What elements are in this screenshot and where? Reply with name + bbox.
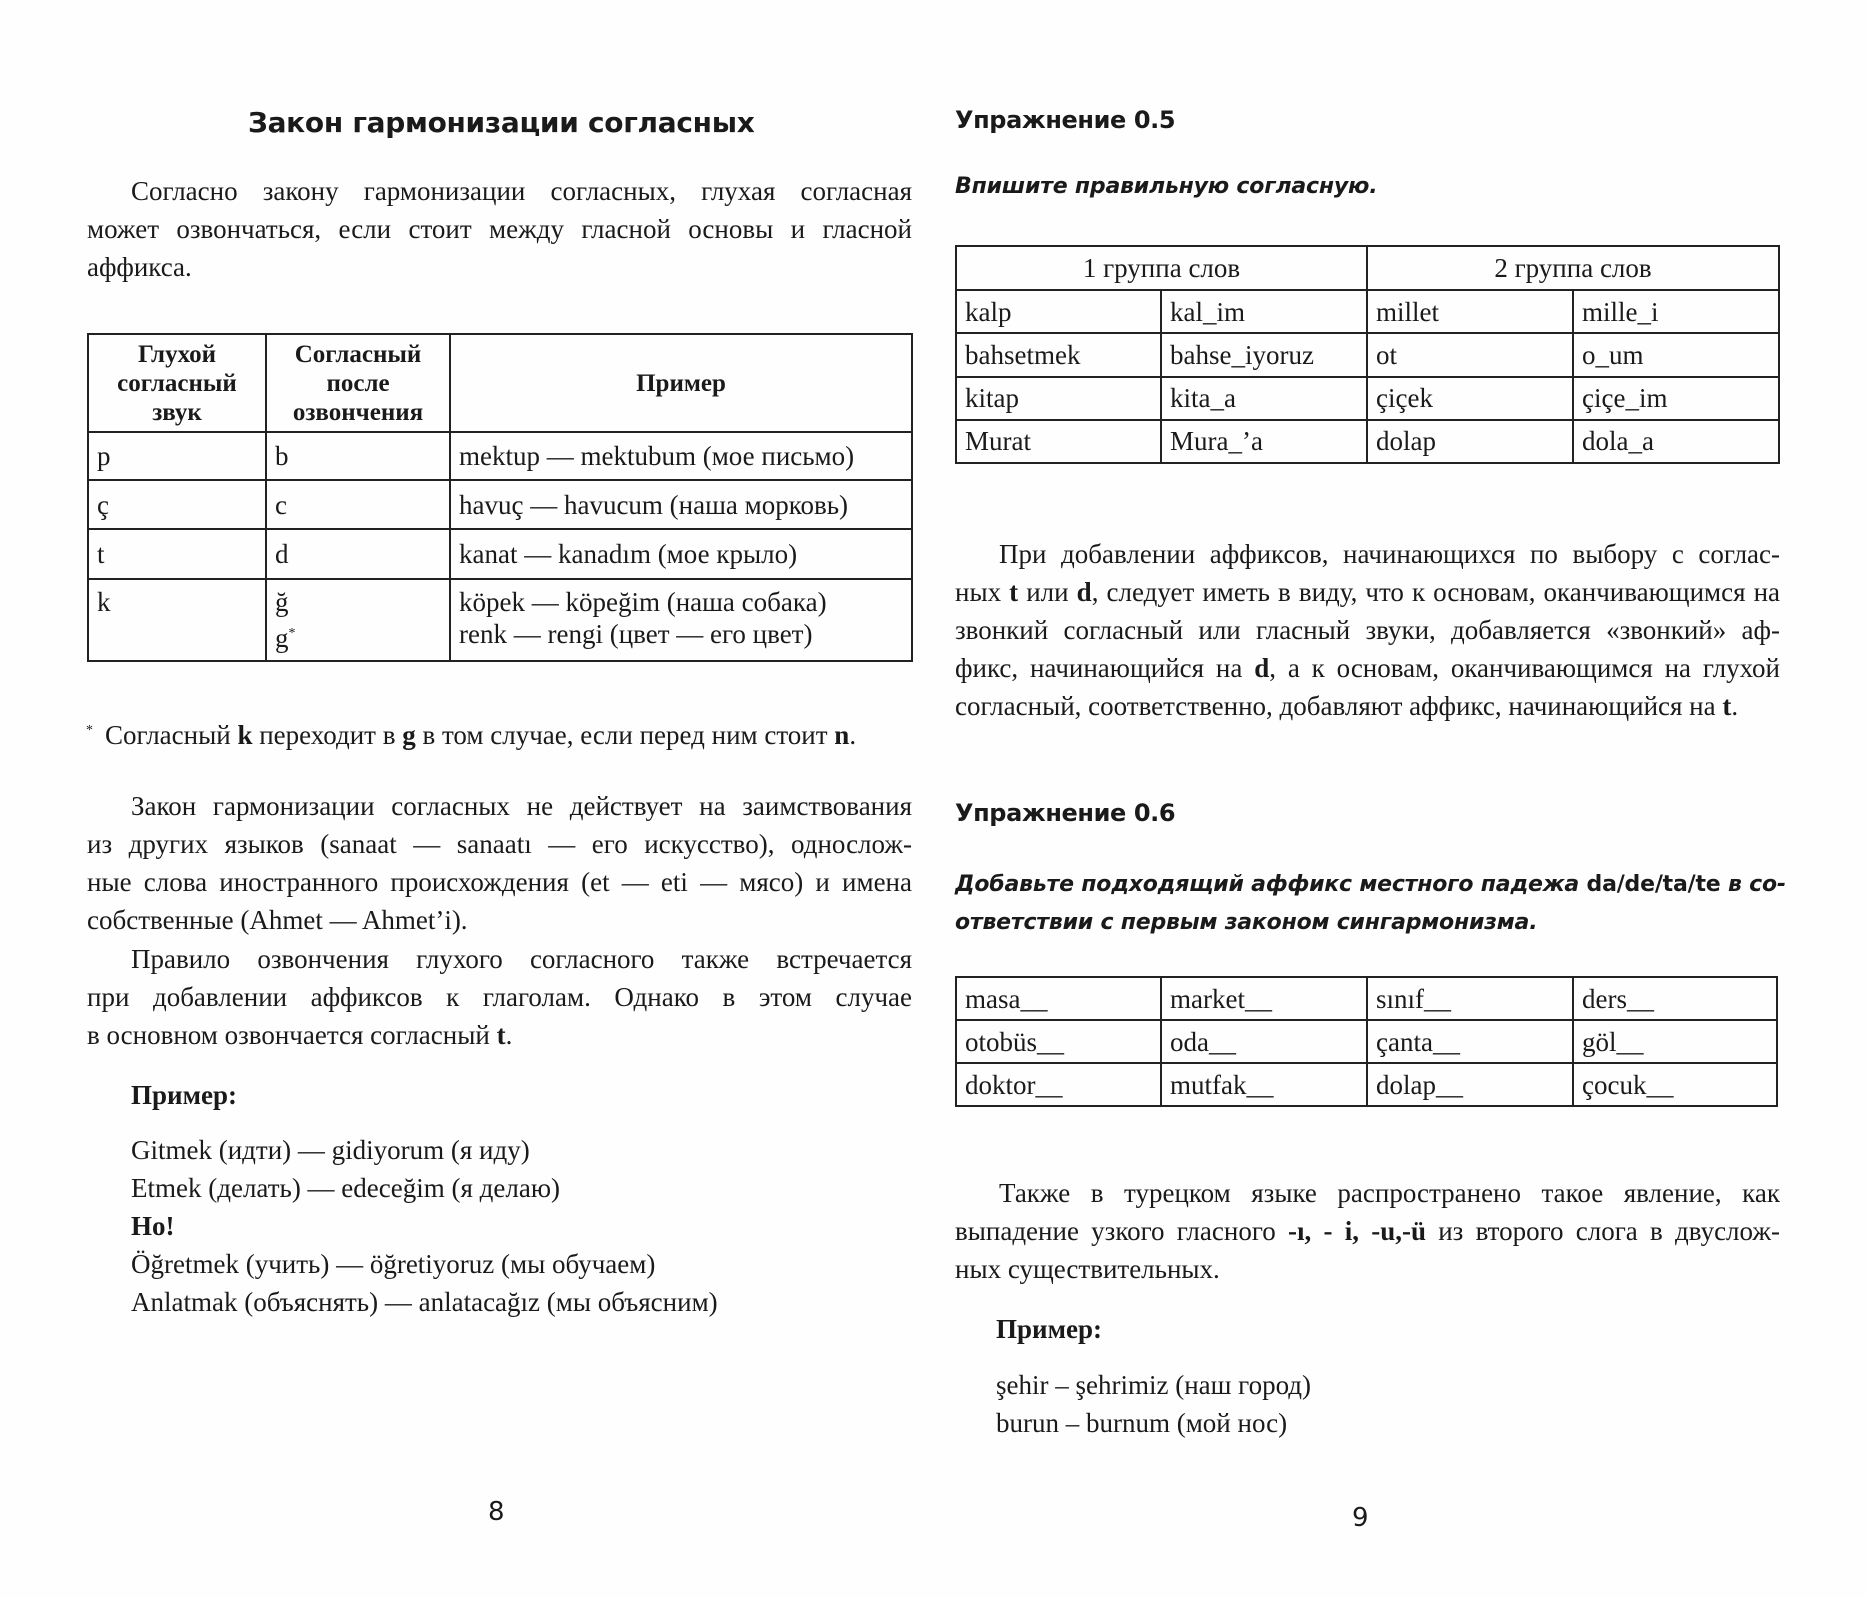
fill-blank-cell[interactable]: kal_im bbox=[1161, 290, 1367, 333]
cell-voiced: c bbox=[266, 480, 450, 529]
fill-blank-cell[interactable]: mutfak__ bbox=[1161, 1063, 1367, 1106]
exercise-heading: Упражнение 0.5 bbox=[955, 106, 1176, 134]
page-number: 9 bbox=[1352, 1503, 1369, 1533]
intro-line: может озвончаться, если стоит между гласной основы и гласной bbox=[87, 214, 912, 244]
header-voiceless: Глухой согласный звук bbox=[88, 334, 266, 432]
example-list bbox=[131, 1131, 718, 1321]
fill-blank-cell[interactable]: çanta__ bbox=[1367, 1020, 1573, 1063]
fill-blank-cell[interactable]: oda__ bbox=[1161, 1020, 1367, 1063]
example-item: Etmek (делать) — edeceğim (я делаю) bbox=[131, 1173, 560, 1203]
word-cell: kitap bbox=[956, 377, 1161, 420]
table-header-row bbox=[88, 334, 912, 432]
fill-blank-cell[interactable]: o_um bbox=[1573, 333, 1779, 376]
example-item: Öğretmek (учить) — öğretiyoruz (мы обучаем) bbox=[131, 1249, 656, 1279]
exercise-06-table bbox=[955, 976, 1778, 1107]
footnote-mark: * bbox=[288, 626, 296, 641]
cell-example: köpek — köpeğim (наша собака) renk — rengi (цвет — его цвет) bbox=[450, 579, 912, 661]
fill-blank-cell[interactable]: doktor__ bbox=[956, 1063, 1161, 1106]
cell-voiced: d bbox=[266, 529, 450, 579]
table-row bbox=[956, 420, 1779, 463]
cell-example: havuç — havucum (наша морковь) bbox=[450, 480, 912, 529]
cell-voiceless: ç bbox=[88, 480, 266, 529]
word-cell: millet bbox=[1367, 290, 1573, 333]
but-label: Но! bbox=[131, 1211, 175, 1241]
fill-blank-cell[interactable]: kita_a bbox=[1161, 377, 1367, 420]
fill-blank-cell[interactable]: bahse_iyoruz bbox=[1161, 333, 1367, 376]
fill-blank-cell[interactable]: masa__ bbox=[956, 977, 1161, 1020]
word-cell: Murat bbox=[956, 420, 1161, 463]
cell-voiced: ğ g* bbox=[266, 579, 450, 661]
table-row bbox=[956, 290, 1779, 333]
affix-rule-paragraph: При добавлении аффиксов, начинающихся по выбору с соглас- ных t или d, следует иметь в виду, что к основам, оканчивающимся на звонкий согласный или гласный звуки, добавляется «звонкий» аф- фикс, начинающийся на d, а к основам, оканчивающимся на глухой согласный, соответственно, добавляют аффикс, начинающийся на t. bbox=[955, 539, 1781, 721]
cell-voiceless: t bbox=[88, 529, 266, 579]
word-cell: ot bbox=[1367, 333, 1573, 376]
example-list bbox=[996, 1366, 1311, 1442]
borrowings-paragraph: Закон гармонизации согласных не действует на заимствования из других языков (sanaat — sanaatı — его искусство), однослож- ные слова иностранного происхождения (et — eti — мясо) и имена собственные (Ahmet — Ahmet’i). bbox=[87, 791, 912, 935]
cell-example: mektup — mektubum (мое письмо) bbox=[450, 432, 912, 480]
header-example: Пример bbox=[450, 334, 912, 432]
intro-paragraph bbox=[87, 172, 912, 286]
fill-blank-cell[interactable]: otobüs__ bbox=[956, 1020, 1161, 1063]
cell-voiceless: k bbox=[88, 579, 266, 661]
fill-blank-cell[interactable]: market__ bbox=[1161, 977, 1367, 1020]
table-row bbox=[956, 377, 1779, 420]
table-row bbox=[88, 579, 912, 661]
footnote: * Согласный k переходит в g в том случае, если перед ним стоит n. bbox=[86, 720, 857, 750]
fill-blank-cell[interactable]: çiçe_im bbox=[1573, 377, 1779, 420]
fill-blank-cell[interactable]: ders__ bbox=[1573, 977, 1777, 1020]
table-row bbox=[956, 1063, 1777, 1106]
voicing-table bbox=[87, 333, 913, 662]
page-number: 8 bbox=[488, 1497, 505, 1527]
page-title: Закон гармонизации согласных bbox=[248, 106, 755, 139]
cell-voiced: b bbox=[266, 432, 450, 480]
verbs-paragraph: Правило озвончения глухого согласного также встречается при добавлении аффиксов к глаголам. Однако в этом случае в основном озвончается согласный t. bbox=[87, 944, 912, 1050]
cell-example: kanat — kanadım (мое крыло) bbox=[450, 529, 912, 579]
exercise-instruction: Впишите правильную согласную. bbox=[955, 174, 1378, 199]
exercise-instruction: Добавьте подходящий аффикс местного падежа da/de/ta/te в со- ответствии с первым законом сингармонизма. bbox=[955, 872, 1786, 935]
fill-blank-cell[interactable]: göl__ bbox=[1573, 1020, 1777, 1063]
fill-blank-cell[interactable]: Mura_’a bbox=[1161, 420, 1367, 463]
intro-line: Согласно закону гармонизации согласных, глухая согласная bbox=[131, 176, 912, 206]
fill-blank-cell[interactable]: çocuk__ bbox=[1573, 1063, 1777, 1106]
group-header-row bbox=[956, 246, 1779, 290]
fill-blank-cell[interactable]: dolap__ bbox=[1367, 1063, 1573, 1106]
example-item: burun – burnum (мой нос) bbox=[996, 1408, 1288, 1438]
fill-blank-cell[interactable]: dola_a bbox=[1573, 420, 1779, 463]
example-item: Anlatmak (объяснять) — anlatacağız (мы объясним) bbox=[131, 1287, 718, 1317]
table-row bbox=[88, 432, 912, 480]
fill-blank-cell[interactable]: mille_i bbox=[1573, 290, 1779, 333]
exercise-heading: Упражнение 0.6 bbox=[955, 799, 1176, 827]
cell-voiceless: p bbox=[88, 432, 266, 480]
word-cell: çiçek bbox=[1367, 377, 1573, 420]
vowel-drop-paragraph: Также в турецком языке распространено такое явление, как выпадение узкого гласного -ı, - i, -u,-ü из второго слога в двуслож- ных существительных. bbox=[955, 1178, 1781, 1284]
intro-line: аффикса. bbox=[87, 252, 192, 282]
table-row bbox=[88, 529, 912, 579]
table-row bbox=[956, 333, 1779, 376]
group-1-header: 1 группа слов bbox=[956, 246, 1367, 290]
example-item: şehir – şehrimiz (наш город) bbox=[996, 1370, 1312, 1400]
example-label: Пример: bbox=[131, 1080, 237, 1110]
exercise-05-table bbox=[955, 245, 1780, 464]
word-cell: bahsetmek bbox=[956, 333, 1161, 376]
word-cell: dolap bbox=[1367, 420, 1573, 463]
word-cell: kalp bbox=[956, 290, 1161, 333]
table-row bbox=[956, 1020, 1777, 1063]
example-label: Пример: bbox=[996, 1314, 1102, 1344]
header-voiced: Согласный после озвончения bbox=[266, 334, 450, 432]
table-row bbox=[956, 977, 1777, 1020]
table-row bbox=[88, 480, 912, 529]
group-2-header: 2 группа слов bbox=[1367, 246, 1779, 290]
example-item: Gitmek (идти) — gidiyorum (я иду) bbox=[131, 1135, 530, 1165]
fill-blank-cell[interactable]: sınıf__ bbox=[1367, 977, 1573, 1020]
